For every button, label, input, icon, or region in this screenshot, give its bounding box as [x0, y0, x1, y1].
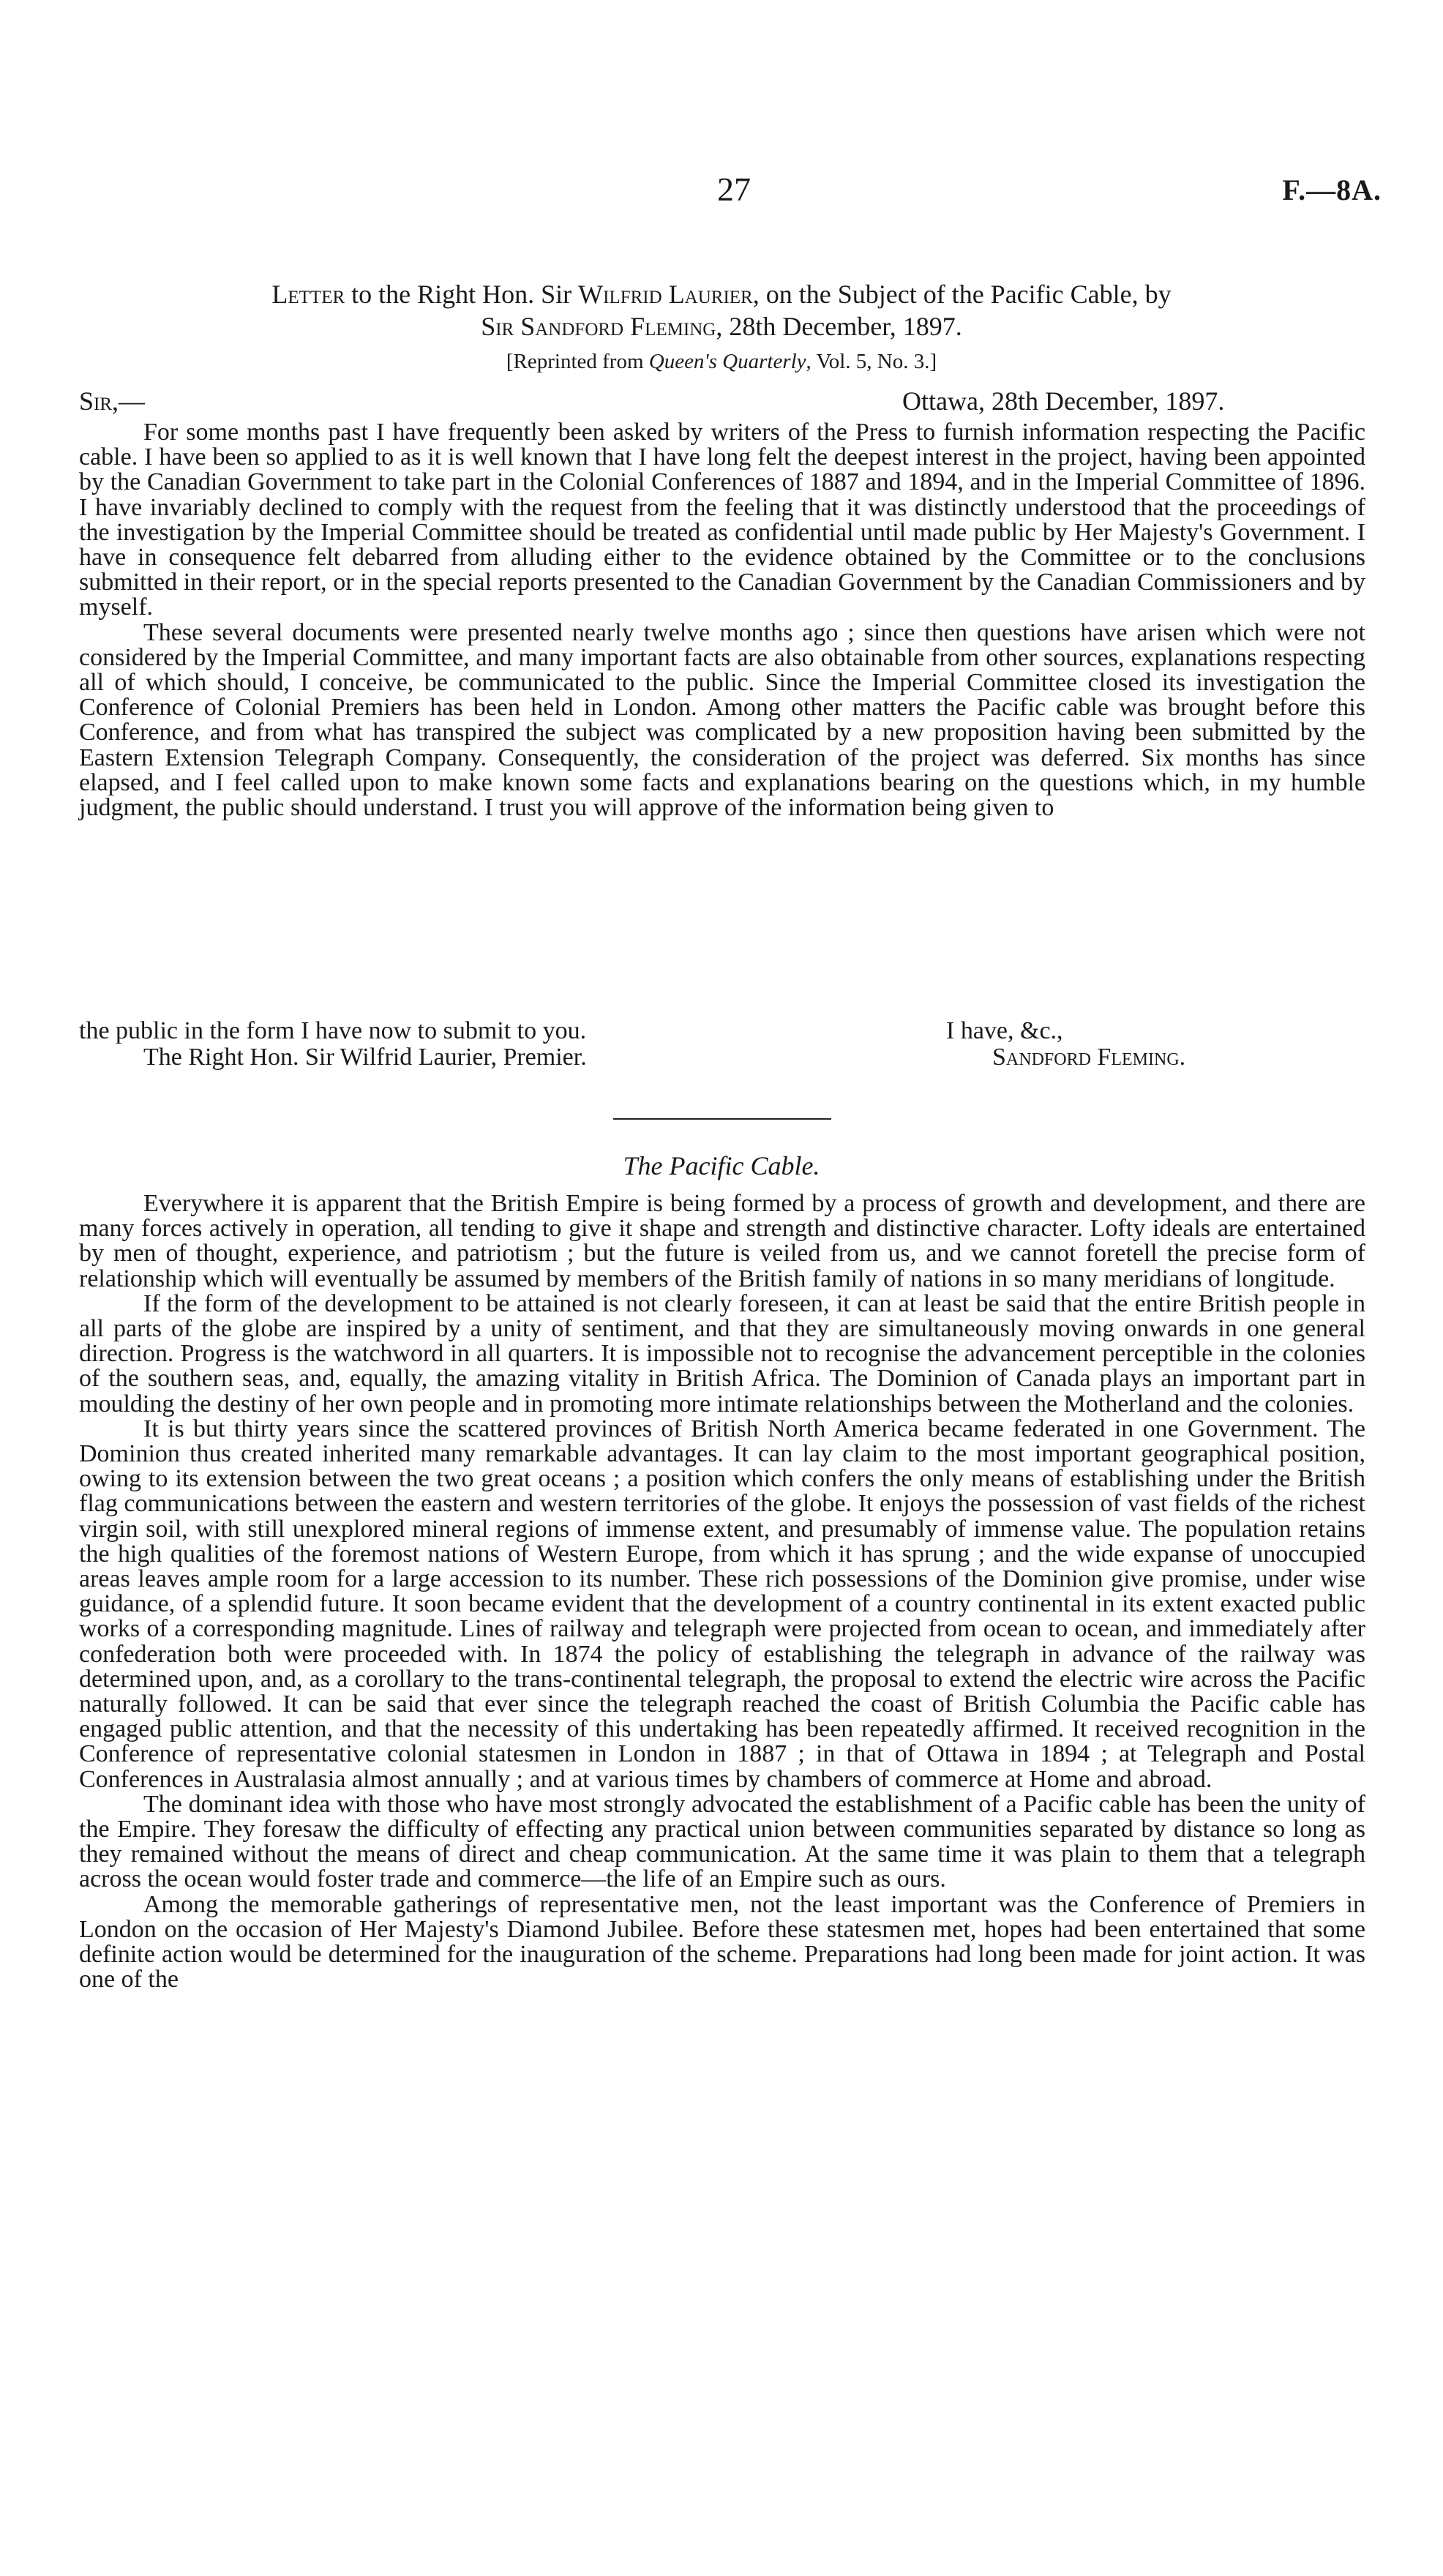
author-name: Sir Sandford Fleming	[481, 312, 716, 341]
signature: Sandford Fleming.	[992, 1044, 1186, 1071]
heading-part1: to the Right Hon. Sir	[351, 280, 572, 309]
letter-paragraph: These several documents were presented nearly twelve months ago ; since then questions have arisen which were not considered by the Imperial Committee, and many important facts are also obtainable from other sources, explanations respecting all of which should, I conceive, be communicated to the public. Since the Imperial Committee closed its investigation the Conference of Colonial Premiers has been held in London. Among other matters the Pacific cable was brought before this Conference, and from what has transpired the subject was complicated by a new proposition having been submitted by the Eastern Extension Telegraph Company. Consequently, the consideration of the project was deferred. Six months has since elapsed, and I feel called upon to make known some facts and explanations bearing on the questions which, in my humble judgment, the public should understand. I trust you will approve of the information being given to	[79, 618, 1365, 822]
closing-text: the public in the form I have now to submit to you.	[79, 1017, 587, 1044]
closing-phrase: I have, &c.,	[946, 1017, 1063, 1044]
heading-date: , 28th December, 1897.	[716, 312, 962, 341]
letter-heading	[80, 278, 1363, 342]
section-body	[79, 1191, 1365, 1993]
heading-part2: , on the Subject of the Pacific Cable, by	[752, 280, 1172, 309]
page-number: 27	[717, 171, 751, 208]
section-paragraph: Among the memorable gatherings of representative men, not the least important was the Conference of Premiers in London on the occasion of Her Majesty's Diamond Jubilee. Before these statesmen met, hopes had been entertained that some definite action would be determined for the inauguration of the scheme. Preparations had long been made for joint action. It was one of the	[79, 1890, 1365, 1993]
recipient-line: The Right Hon. Sir Wilfrid Laurier, Premier.	[143, 1044, 587, 1071]
section-paragraph: If the form of the development to be attained is not clearly foreseen, it can at least be said that the entire British people in all parts of the globe are inspired by a unity of sentiment, and that they are simultaneously moving onwards in one general direction. Progress is the watchword in all quarters. It is impossible not to recognise the advancement perceptible in the colonies of the southern seas, and, equally, the amazing vitality in British Africa. The Dominion of Canada plays an important part in moulding the destiny of her own people and in promoting more intimate relationships between the Motherland and the colonies.	[79, 1289, 1365, 1418]
heading-word: Letter	[271, 280, 345, 309]
reprint-source: Queen's Quarterly	[648, 350, 806, 373]
dateline: Ottawa, 28th December, 1897.	[902, 386, 1225, 416]
salutation: Sir,—	[79, 386, 146, 416]
section-paragraph: The dominant idea with those who have most strongly advocated the establishment of a Pacific cable has been the unity of the Empire. They foresaw the difficulty of effecting any practical union between communities separated by distance so long as they remained without the means of direct and cheap communication. At the same time it was plain to them that a telegraph across the ocean would foster trade and commerce—the life of an Empire such as ours.	[79, 1790, 1365, 1893]
letter-body	[79, 420, 1365, 820]
document-code: F.—8A.	[1282, 173, 1382, 206]
reprint-note: [Reprinted from Queen's Quarterly, Vol. 5, No. 3.]	[506, 350, 937, 373]
recipient-name: Wilfrid Laurier	[578, 280, 753, 309]
section-title: The Pacific Cable.	[623, 1151, 820, 1180]
section-divider	[613, 1118, 831, 1120]
letter-paragraph: For some months past I have frequently been asked by writers of the Press to furnish information respecting the Pacific cable. I have been so applied to as it is well known that I have long felt the deepest interest in the project, having been appointed by the Canadian Government to take part in the Colonial Conferences of 1887 and 1894, and in the Imperial Committee of 1896. I have invariably declined to comply with the request from the feeling that it was distinctly understood that the proceedings of the investigation by the Imperial Committee should be treated as confidential until made public by Her Majesty's Government. I have in consequence felt debarred from alluding either to the evidence obtained by the Committee or to the conclusions submitted in their report, or in the special reports presented to the Canadian Government by the Canadian Commissioners and by myself.	[79, 419, 1365, 621]
section-paragraph: Everywhere it is apparent that the British Empire is being formed by a process of growth and development, and there are many forces actively in operation, all tending to give it shape and strength and distinctive character. Lofty ideals are entertained by men of thought, experience, and patriotism ; but the future is veiled from us, and we cannot foretell the precise form of relationship which will eventually be assumed by members of the British family of nations in so many meridians of longitude.	[79, 1190, 1365, 1292]
section-paragraph: It is but thirty years since the scattered provinces of British North America became federated in one Government. The Dominion thus created inherited many remarkable advantages. It can lay claim to the most important geographical position, owing to its extension between the two great oceans ; a position which confers the only means of establishing under the British flag communications between the eastern and western territories of the globe. It enjoys the possession of vast fields of the richest virgin soil, with still unexplored mineral regions of immense extent, and presumably of immense value. The population retains the high qualities of the foremost nations of Western Europe, from which it has sprung ; and the wide expanse of unoccupied areas leaves ample room for a large accession to its number. These rich possessions of the Dominion give promise, under wise guidance, of a splendid future. It soon became evident that the development of a country continental in its extent exacted public works of a corresponding magnitude. Lines of railway and telegraph were projected from ocean to ocean, and immediately after confederation both were proceeded with. In 1874 the policy of establishing the telegraph in advance of the railway was determined upon, and, as a corollary to the trans-continental telegraph, the proposal to extend the electric wire across the Pacific naturally followed. It can be said that ever since the telegraph reached the coast of British Columbia the Pacific cable has engaged public attention, and that the necessity of this undertaking has been repeatedly affirmed. It received recognition in the Conference of representative colonial statesmen in London in 1887 ; in that of Ottawa in 1894 ; at Telegraph and Postal Conferences in Australasia almost annually ; and at various times by chambers of commerce at Home and abroad.	[79, 1415, 1365, 1793]
